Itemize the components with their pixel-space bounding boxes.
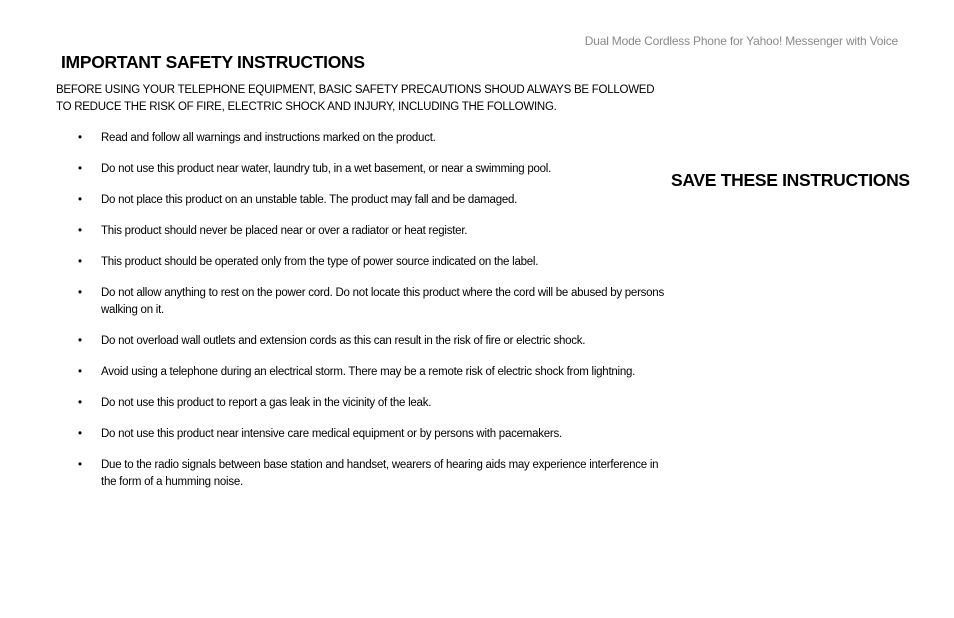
list-item-text: Avoid using a telephone during an electrical storm. There may be a remote risk of electric shock from lightning. [101, 366, 636, 378]
bullet-icon: • [78, 366, 82, 378]
bullet-icon: • [78, 194, 82, 206]
bullet-icon: • [78, 256, 82, 268]
list-item [56, 223, 666, 240]
list-item-text: Do not use this product near intensive care medical equipment or by persons with pacemakers. [101, 428, 562, 440]
list-item-text: Read and follow all warnings and instructions marked on the product. [101, 132, 436, 144]
list-item [56, 285, 666, 319]
list-item [56, 254, 666, 271]
intro-paragraph: BEFORE USING YOUR TELEPHONE EQUIPMENT, BASIC SAFETY PRECAUTIONS SHOUD ALWAYS BE FOLLOWED TO REDUCE THE RISK OF FIRE, ELECTRIC SHOCK AND INJURY, INCLUDING THE FOLLOWING. [56, 84, 655, 113]
list-item-text: Due to the radio signals between base station and handset, wearers of hearing aids may experience interference in the form of a humming noise. [101, 459, 659, 488]
list-item-text: Do not overload wall outlets and extension cords as this can result in the risk of fire or electric shock. [101, 335, 586, 347]
bullet-icon: • [78, 459, 82, 471]
running-header: Dual Mode Cordless Phone for Yahoo! Messenger with Voice [584, 34, 898, 48]
list-item-text: Do not allow anything to rest on the power cord. Do not locate this product where the cord will be abused by persons walking on it. [101, 287, 664, 316]
list-item [56, 364, 666, 381]
list-item-text: This product should be operated only from the type of power source indicated on the label. [101, 256, 539, 268]
bullet-icon: • [78, 335, 82, 347]
list-item-text: This product should never be placed near or over a radiator or heat register. [101, 225, 468, 237]
list-item-text: Do not use this product near water, laundry tub, in a wet basement, or near a swimming pool. [101, 163, 552, 175]
bullet-icon: • [78, 428, 82, 440]
bullet-icon: • [78, 225, 82, 237]
list-item [56, 192, 666, 209]
save-instructions-heading: SAVE THESE INSTRUCTIONS [671, 170, 910, 190]
list-item [56, 426, 666, 443]
list-item [56, 395, 666, 412]
bullet-icon: • [78, 132, 82, 144]
list-item [56, 161, 666, 178]
list-item [56, 130, 666, 147]
bullet-icon: • [78, 163, 82, 175]
bullet-icon: • [78, 397, 82, 409]
bullet-icon: • [78, 287, 82, 299]
list-item-text: Do not use this product to report a gas leak in the vicinity of the leak. [101, 397, 432, 409]
list-item [56, 457, 666, 491]
list-item-text: Do not place this product on an unstable table. The product may fall and be damaged. [101, 194, 518, 206]
page-title: IMPORTANT SAFETY INSTRUCTIONS [61, 52, 365, 72]
list-item [56, 333, 666, 350]
safety-list [56, 130, 666, 505]
